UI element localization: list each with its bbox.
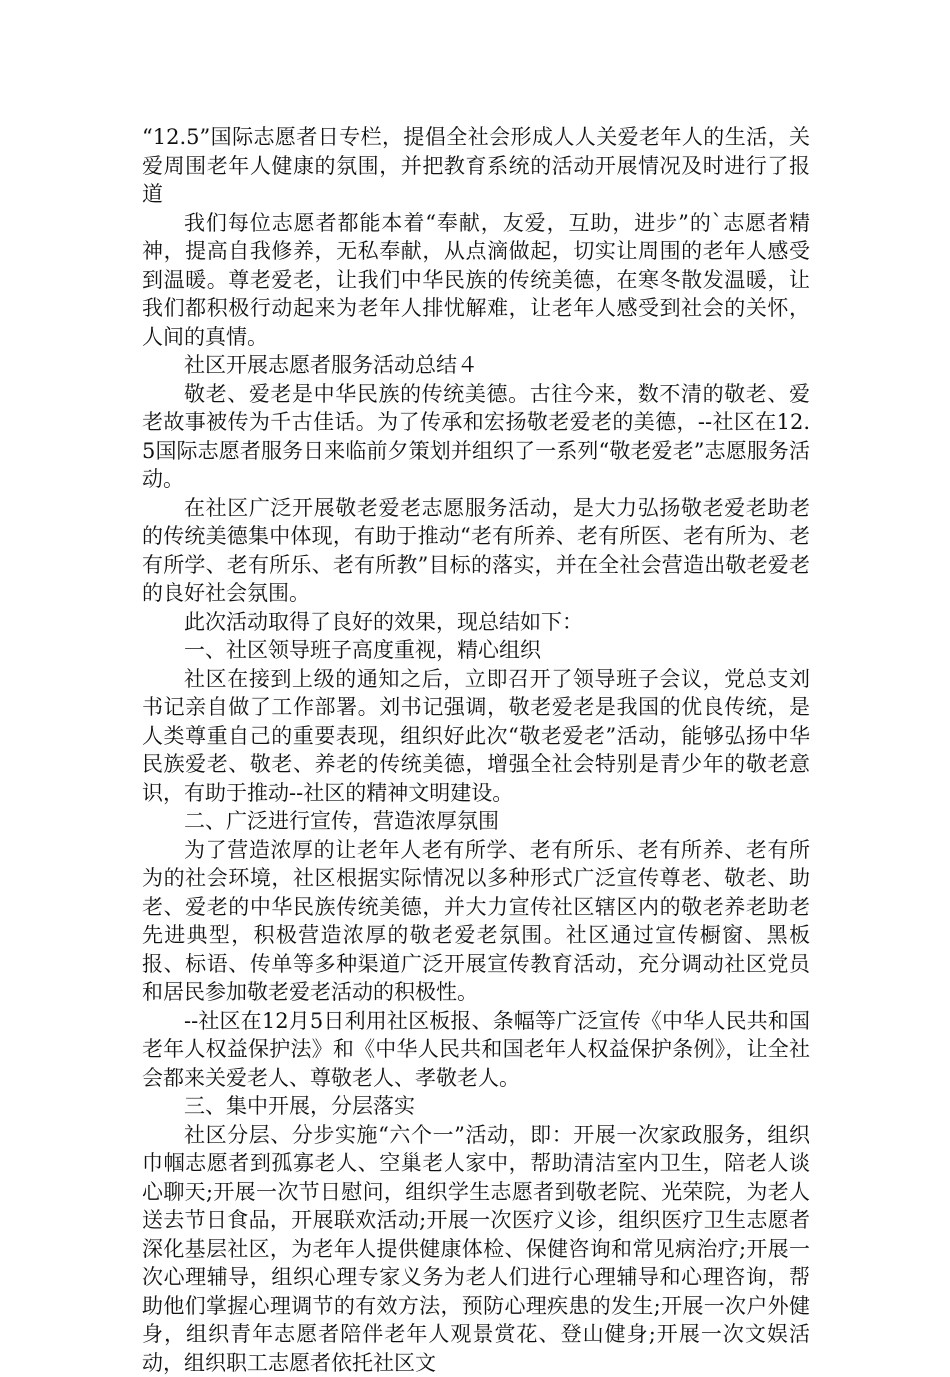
paragraph: 社区分层、分步实施“六个一”活动，即：开展一次家政服务，组织巾帼志愿者到孤寡老人、空巢老人家中，帮助清洁室内卫生，陪老人谈心聊天;开展一次节日慰问，组织学生志愿者到敬老院、光荣院，为老人送去节日食品，开展联欢活动;开展一次医疗义诊，组织医疗卫生志愿者深化基层社区，为老年人提供健康体检、保健咨询和常见病治疗;开展一次心理辅导，组织心理专家义务为老人们进行心理辅导和心理咨询，帮助他们掌握心理调节的有效方法，预防心理疾患的发生;开展一次户外健身，组织青年志愿者陪伴老年人观景赏花、登山健身;开展一次文娱活动，组织职工志愿者依托社区文	[142, 1121, 810, 1377]
document-body	[142, 123, 810, 1377]
paragraph: 此次活动取得了良好的效果，现总结如下：	[142, 608, 810, 637]
paragraph: --社区在12月5日利用社区板报、条幅等广泛宣传《中华人民共和国老年人权益保护法》和《中华人民共和国老年人权益保护条例》，让全社会都来关爱老人、尊敬老人、孝敬老人。	[142, 1007, 810, 1093]
paragraph: 一、社区领导班子高度重视，精心组织	[142, 636, 810, 665]
paragraph: “12.5”国际志愿者日专栏，提倡全社会形成人人关爱老年人的生活，关爱周围老年人健康的氛围，并把教育系统的活动开展情况及时进行了报道	[142, 123, 810, 209]
paragraph: 我们每位志愿者都能本着“奉献，友爱，互助，进步”的`志愿者精神，提高自我修养，无私奉献，从点滴做起，切实让周围的老年人感受到温暖。尊老爱老，让我们中华民族的传统美德，在寒冬散发温暖，让我们都积极行动起来为老年人排忧解难，让老年人感受到社会的关怀，人间的真情。	[142, 209, 810, 352]
paragraph: 为了营造浓厚的让老年人老有所学、老有所乐、老有所养、老有所为的社会环境，社区根据实际情况以多种形式广泛宣传尊老、敬老、助老、爱老的中华民族传统美德，并大力宣传社区辖区内的敬老养老助老先进典型，积极营造浓厚的敬老爱老氛围。社区通过宣传橱窗、黑板报、标语、传单等多种渠道广泛开展宣传教育活动，充分调动社区党员和居民参加敬老爱老活动的积极性。	[142, 836, 810, 1007]
paragraph: 社区在接到上级的通知之后，立即召开了领导班子会议，党总支刘书记亲自做了工作部署。刘书记强调，敬老爱老是我国的优良传统，是人类尊重自己的重要表现，组织好此次“敬老爱老”活动，能够弘扬中华民族爱老、敬老、养老的传统美德，增强全社会特别是青少年的敬老意识，有助于推动--社区的精神文明建设。	[142, 665, 810, 808]
paragraph: 社区开展志愿者服务活动总结４	[142, 351, 810, 380]
paragraph: 三、集中开展，分层落实	[142, 1092, 810, 1121]
paragraph: 敬老、爱老是中华民族的传统美德。古往今来，数不清的敬老、爱老故事被传为千古佳话。为了传承和宏扬敬老爱老的美德，--社区在12.5国际志愿者服务日来临前夕策划并组织了一系列“敬老爱老”志愿服务活动。	[142, 380, 810, 494]
paragraph: 在社区广泛开展敬老爱老志愿服务活动，是大力弘扬敬老爱老助老的传统美德集中体现，有助于推动“老有所养、老有所医、老有所为、老有所学、老有所乐、老有所教”目标的落实，并在全社会营造出敬老爱老的良好社会氛围。	[142, 494, 810, 608]
paragraph: 二、广泛进行宣传，营造浓厚氛围	[142, 807, 810, 836]
